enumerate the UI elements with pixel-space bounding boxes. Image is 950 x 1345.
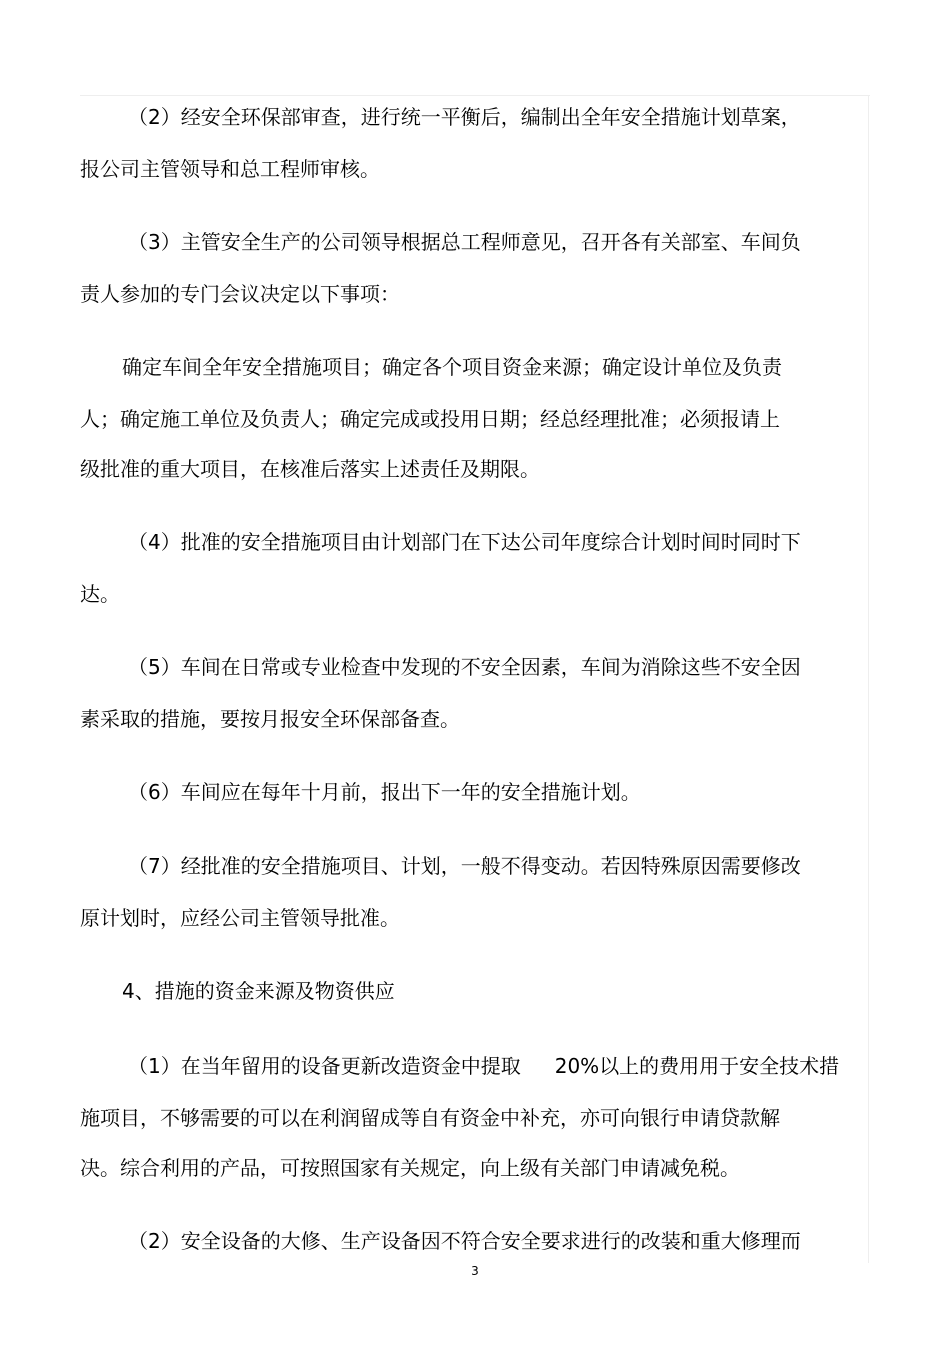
- text-line: 原计划时，应经公司主管领导批准。: [80, 906, 400, 930]
- text-line: 决。综合利用的产品，可按照国家有关规定，向上级有关部门申请减免税。: [80, 1156, 740, 1180]
- text-line: 施项目，不够需要的可以在利润留成等自有资金中补充，亦可向银行申请贷款解: [80, 1106, 780, 1130]
- text-line: 确定车间全年安全措施项目；确定各个项目资金来源；确定设计单位及负责: [122, 355, 782, 379]
- text-line: 报公司主管领导和总工程师审核。: [80, 157, 380, 181]
- text-line: 素采取的措施，要按月报安全环保部备查。: [80, 707, 460, 731]
- page-border-right: [868, 95, 869, 1263]
- text-line: 达。: [80, 582, 120, 606]
- text-segment: （1）在当年留用的设备更新改造资金中提取: [128, 1054, 521, 1078]
- text-line: （4）批准的安全措施项目由计划部门在下达公司年度综合计划时间时同时下: [128, 530, 801, 554]
- text-line: （3）主管安全生产的公司领导根据总工程师意见，召开各有关部室、车间负: [128, 230, 801, 254]
- text-line: （2）安全设备的大修、生产设备因不符合安全要求进行的改装和重大修理而: [128, 1229, 801, 1253]
- section-heading: 4、措施的资金来源及物资供应: [122, 979, 395, 1003]
- text-line: [128, 1052, 839, 1080]
- text-line: （2）经安全环保部审查，进行统一平衡后，编制出全年安全措施计划草案，: [128, 105, 801, 129]
- text-line: （5）车间在日常或专业检查中发现的不安全因素，车间为消除这些不安全因: [128, 655, 801, 679]
- page-border-top: [80, 95, 870, 96]
- text-line: 级批准的重大项目，在核准后落实上述责任及期限。: [80, 457, 540, 481]
- text-line: 责人参加的专门会议决定以下事项：: [80, 282, 400, 306]
- text-segment: 20%以上的费用用于安全技术措: [554, 1054, 840, 1078]
- text-line: （7）经批准的安全措施项目、计划，一般不得变动。若因特殊原因需要修改: [128, 854, 801, 878]
- text-line: 人；确定施工单位及负责人；确定完成或投用日期；经总经理批准；必须报请上: [80, 407, 780, 431]
- page-number: 3: [471, 1264, 479, 1278]
- text-line: （6）车间应在每年十月前，报出下一年的安全措施计划。: [128, 780, 641, 804]
